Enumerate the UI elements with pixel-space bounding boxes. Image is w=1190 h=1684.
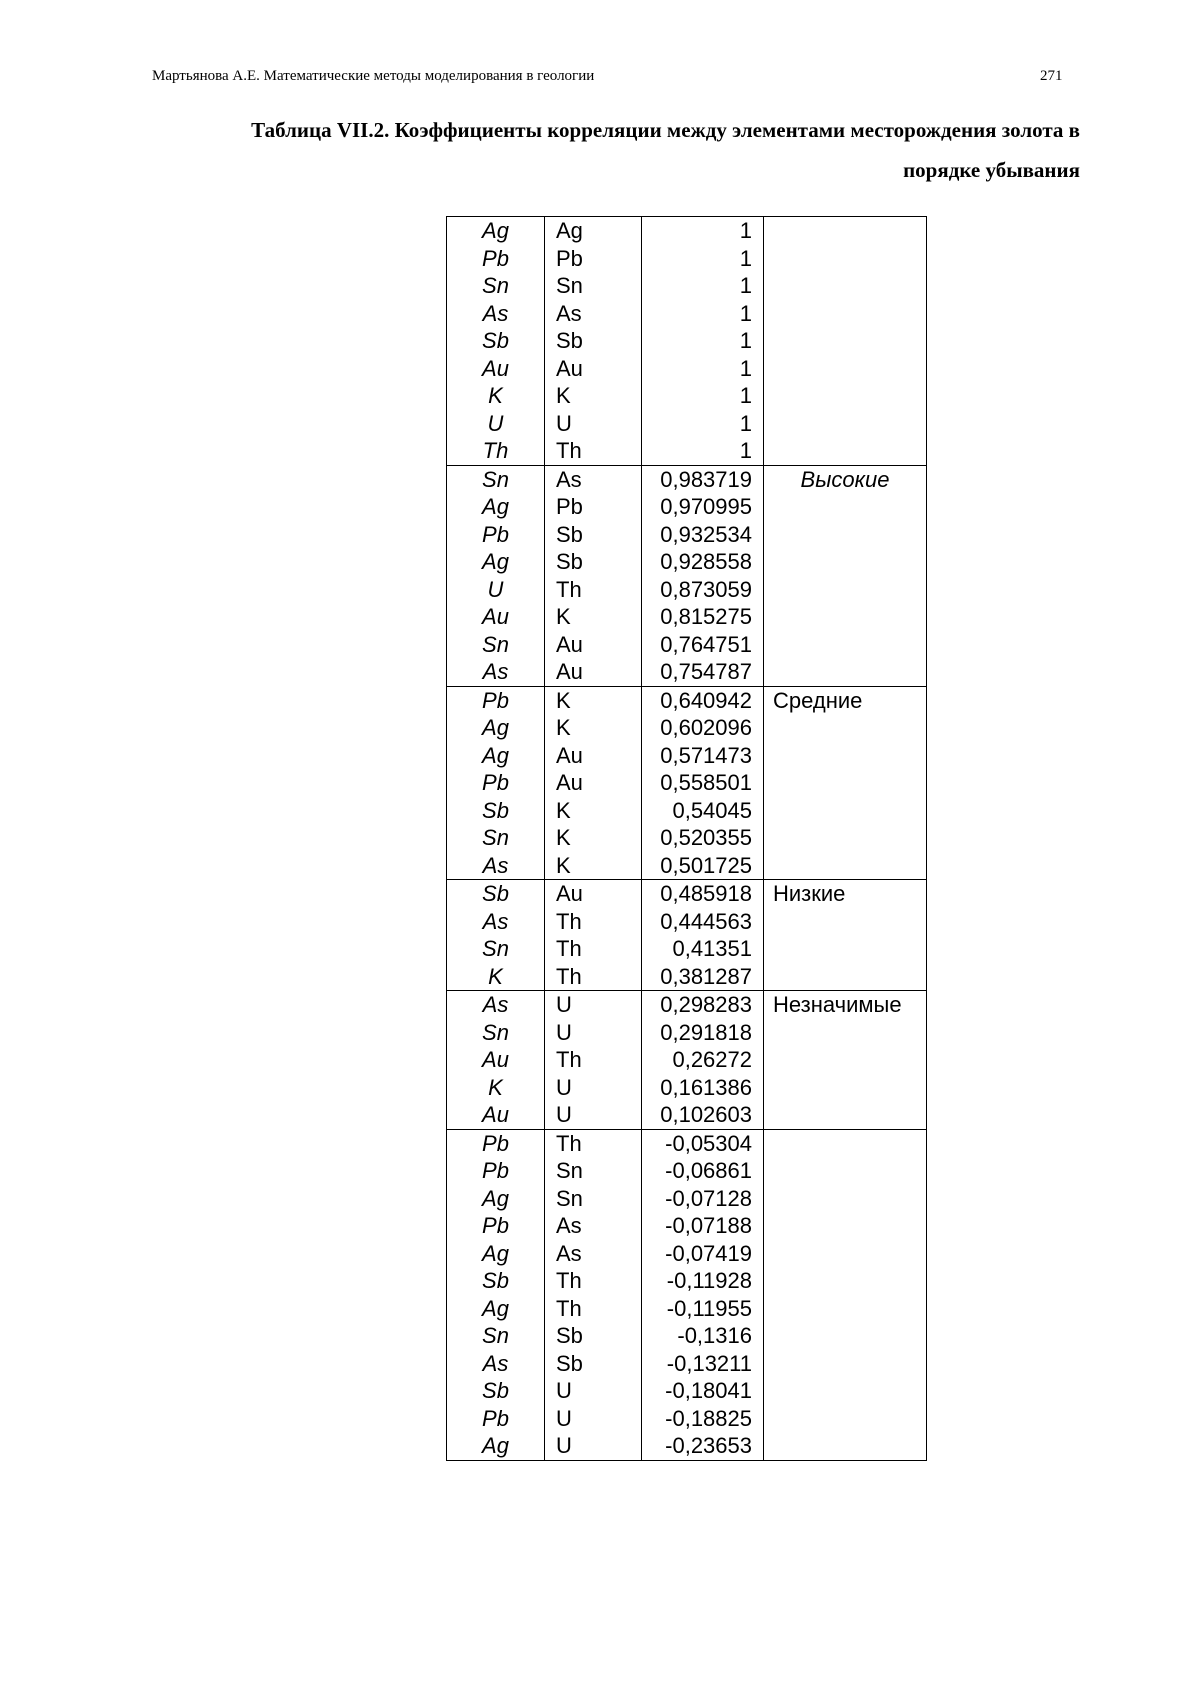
element-b-cell: Th xyxy=(545,576,642,604)
element-b-cell: U xyxy=(545,410,642,438)
element-b-cell: Sn xyxy=(545,272,642,300)
coefficient-cell: 1 xyxy=(642,437,764,465)
element-b-cell: Au xyxy=(545,631,642,659)
element-b-cell: Sb xyxy=(545,327,642,355)
element-a-cell: Ag xyxy=(447,714,545,742)
element-b-cell: Sb xyxy=(545,521,642,549)
element-b-cell: Th xyxy=(545,908,642,936)
element-b-cell: Th xyxy=(545,437,642,465)
element-a-cell: Au xyxy=(447,355,545,383)
table-row xyxy=(447,686,927,714)
element-a-cell: Pb xyxy=(447,1212,545,1240)
coefficient-cell: 0,640942 xyxy=(642,686,764,714)
element-b-cell: Au xyxy=(545,355,642,383)
element-a-cell: Au xyxy=(447,603,545,631)
element-b-cell: As xyxy=(545,300,642,328)
coefficient-cell: 0,291818 xyxy=(642,1019,764,1047)
coefficient-cell: 1 xyxy=(642,327,764,355)
coefficient-cell: -0,06861 xyxy=(642,1157,764,1185)
element-a-cell: Pb xyxy=(447,1405,545,1433)
table-row xyxy=(447,880,927,908)
coefficient-cell: -0,07188 xyxy=(642,1212,764,1240)
coefficient-cell: 0,54045 xyxy=(642,797,764,825)
element-b-cell: U xyxy=(545,1377,642,1405)
element-a-cell: Sn xyxy=(447,824,545,852)
coefficient-cell: 0,873059 xyxy=(642,576,764,604)
coefficient-cell: 0,501725 xyxy=(642,852,764,880)
element-b-cell: U xyxy=(545,1074,642,1102)
element-a-cell: Sn xyxy=(447,631,545,659)
element-b-cell: K xyxy=(545,824,642,852)
element-a-cell: Pb xyxy=(447,686,545,714)
coefficient-cell: 1 xyxy=(642,382,764,410)
element-a-cell: Sb xyxy=(447,880,545,908)
element-a-cell: Pb xyxy=(447,1157,545,1185)
element-a-cell: Th xyxy=(447,437,545,465)
coefficient-cell: -0,05304 xyxy=(642,1129,764,1157)
element-b-cell: K xyxy=(545,797,642,825)
group-label: Высокие xyxy=(764,465,927,686)
coefficient-cell: -0,11928 xyxy=(642,1267,764,1295)
table-title-line-2: порядке убывания xyxy=(903,158,1080,182)
element-a-cell: Sb xyxy=(447,327,545,355)
table-title-line-1: Таблица VII.2. Коэффициенты корреляции между элементами месторождения золота в xyxy=(251,118,1080,142)
group-label: Незначимые xyxy=(764,991,927,1130)
coefficient-cell: -0,18041 xyxy=(642,1377,764,1405)
element-b-cell: Sb xyxy=(545,1322,642,1350)
coefficient-cell: 1 xyxy=(642,245,764,273)
element-b-cell: U xyxy=(545,1432,642,1460)
element-a-cell: K xyxy=(447,963,545,991)
coefficient-cell: 1 xyxy=(642,410,764,438)
element-a-cell: Sb xyxy=(447,1267,545,1295)
element-b-cell: Au xyxy=(545,742,642,770)
coefficient-cell: 1 xyxy=(642,300,764,328)
coefficient-cell: 0,41351 xyxy=(642,935,764,963)
coefficient-cell: 0,754787 xyxy=(642,658,764,686)
element-a-cell: As xyxy=(447,991,545,1019)
correlation-table xyxy=(446,216,927,1461)
element-a-cell: As xyxy=(447,852,545,880)
element-b-cell: As xyxy=(545,1240,642,1268)
page-number: 271 xyxy=(1040,68,1063,84)
element-a-cell: U xyxy=(447,576,545,604)
element-b-cell: Th xyxy=(545,1129,642,1157)
element-a-cell: K xyxy=(447,1074,545,1102)
coefficient-cell: -0,23653 xyxy=(642,1432,764,1460)
coefficient-cell: 0,298283 xyxy=(642,991,764,1019)
coefficient-cell: 0,815275 xyxy=(642,603,764,631)
element-a-cell: Ag xyxy=(447,1185,545,1213)
element-a-cell: Ag xyxy=(447,217,545,245)
element-b-cell: K xyxy=(545,714,642,742)
coefficient-cell: 1 xyxy=(642,217,764,245)
coefficient-cell: -0,1316 xyxy=(642,1322,764,1350)
element-a-cell: U xyxy=(447,410,545,438)
coefficient-cell: -0,13211 xyxy=(642,1350,764,1378)
element-a-cell: Sn xyxy=(447,465,545,493)
element-b-cell: Sb xyxy=(545,1350,642,1378)
element-a-cell: Ag xyxy=(447,1240,545,1268)
coefficient-cell: 0,161386 xyxy=(642,1074,764,1102)
element-a-cell: Au xyxy=(447,1101,545,1129)
coefficient-cell: 0,970995 xyxy=(642,493,764,521)
element-b-cell: Au xyxy=(545,880,642,908)
coefficient-cell: -0,07128 xyxy=(642,1185,764,1213)
element-b-cell: K xyxy=(545,852,642,880)
element-a-cell: Sn xyxy=(447,272,545,300)
element-a-cell: As xyxy=(447,1350,545,1378)
element-a-cell: Pb xyxy=(447,769,545,797)
table-row xyxy=(447,465,927,493)
element-b-cell: U xyxy=(545,991,642,1019)
element-a-cell: Au xyxy=(447,1046,545,1074)
element-b-cell: U xyxy=(545,1405,642,1433)
element-b-cell: K xyxy=(545,603,642,631)
element-a-cell: Sb xyxy=(447,797,545,825)
element-a-cell: Pb xyxy=(447,521,545,549)
element-a-cell: Ag xyxy=(447,1432,545,1460)
element-b-cell: K xyxy=(545,382,642,410)
coefficient-cell: 0,558501 xyxy=(642,769,764,797)
element-b-cell: Sb xyxy=(545,548,642,576)
element-a-cell: Ag xyxy=(447,742,545,770)
coefficient-cell: -0,11955 xyxy=(642,1295,764,1323)
element-b-cell: Th xyxy=(545,1267,642,1295)
element-a-cell: Sb xyxy=(447,1377,545,1405)
element-b-cell: U xyxy=(545,1019,642,1047)
element-b-cell: Sn xyxy=(545,1157,642,1185)
element-b-cell: Th xyxy=(545,1295,642,1323)
group-label xyxy=(764,1129,927,1460)
coefficient-cell: 0,381287 xyxy=(642,963,764,991)
element-a-cell: Ag xyxy=(447,1295,545,1323)
element-b-cell: Th xyxy=(545,935,642,963)
element-b-cell: As xyxy=(545,1212,642,1240)
element-a-cell: Pb xyxy=(447,1129,545,1157)
element-b-cell: K xyxy=(545,686,642,714)
group-label xyxy=(764,217,927,466)
element-a-cell: As xyxy=(447,300,545,328)
element-a-cell: As xyxy=(447,908,545,936)
group-label: Низкие xyxy=(764,880,927,991)
element-a-cell: Pb xyxy=(447,245,545,273)
element-b-cell: Au xyxy=(545,658,642,686)
element-a-cell: As xyxy=(447,658,545,686)
table-row xyxy=(447,217,927,245)
coefficient-cell: 0,602096 xyxy=(642,714,764,742)
element-a-cell: Ag xyxy=(447,493,545,521)
coefficient-cell: 0,764751 xyxy=(642,631,764,659)
element-a-cell: Ag xyxy=(447,548,545,576)
element-b-cell: Ag xyxy=(545,217,642,245)
element-a-cell: Sn xyxy=(447,935,545,963)
coefficient-cell: 0,571473 xyxy=(642,742,764,770)
table-row xyxy=(447,991,927,1019)
element-b-cell: Th xyxy=(545,1046,642,1074)
group-label: Средние xyxy=(764,686,927,880)
coefficient-cell: 0,932534 xyxy=(642,521,764,549)
table-row xyxy=(447,1129,927,1157)
coefficient-cell: 0,983719 xyxy=(642,465,764,493)
element-b-cell: As xyxy=(545,465,642,493)
coefficient-cell: 1 xyxy=(642,272,764,300)
coefficient-cell: 0,26272 xyxy=(642,1046,764,1074)
coefficient-cell: 0,520355 xyxy=(642,824,764,852)
coefficient-cell: 1 xyxy=(642,355,764,383)
element-b-cell: U xyxy=(545,1101,642,1129)
element-b-cell: Th xyxy=(545,963,642,991)
coefficient-cell: -0,18825 xyxy=(642,1405,764,1433)
coefficient-cell: 0,102603 xyxy=(642,1101,764,1129)
running-header: Мартьянова А.Е. Математические методы моделирования в геологии xyxy=(152,68,595,84)
coefficient-cell: 0,928558 xyxy=(642,548,764,576)
element-b-cell: Au xyxy=(545,769,642,797)
coefficient-cell: 0,485918 xyxy=(642,880,764,908)
element-b-cell: Pb xyxy=(545,245,642,273)
element-a-cell: Sn xyxy=(447,1322,545,1350)
coefficient-cell: 0,444563 xyxy=(642,908,764,936)
coefficient-cell: -0,07419 xyxy=(642,1240,764,1268)
element-b-cell: Pb xyxy=(545,493,642,521)
element-a-cell: K xyxy=(447,382,545,410)
element-b-cell: Sn xyxy=(545,1185,642,1213)
element-a-cell: Sn xyxy=(447,1019,545,1047)
